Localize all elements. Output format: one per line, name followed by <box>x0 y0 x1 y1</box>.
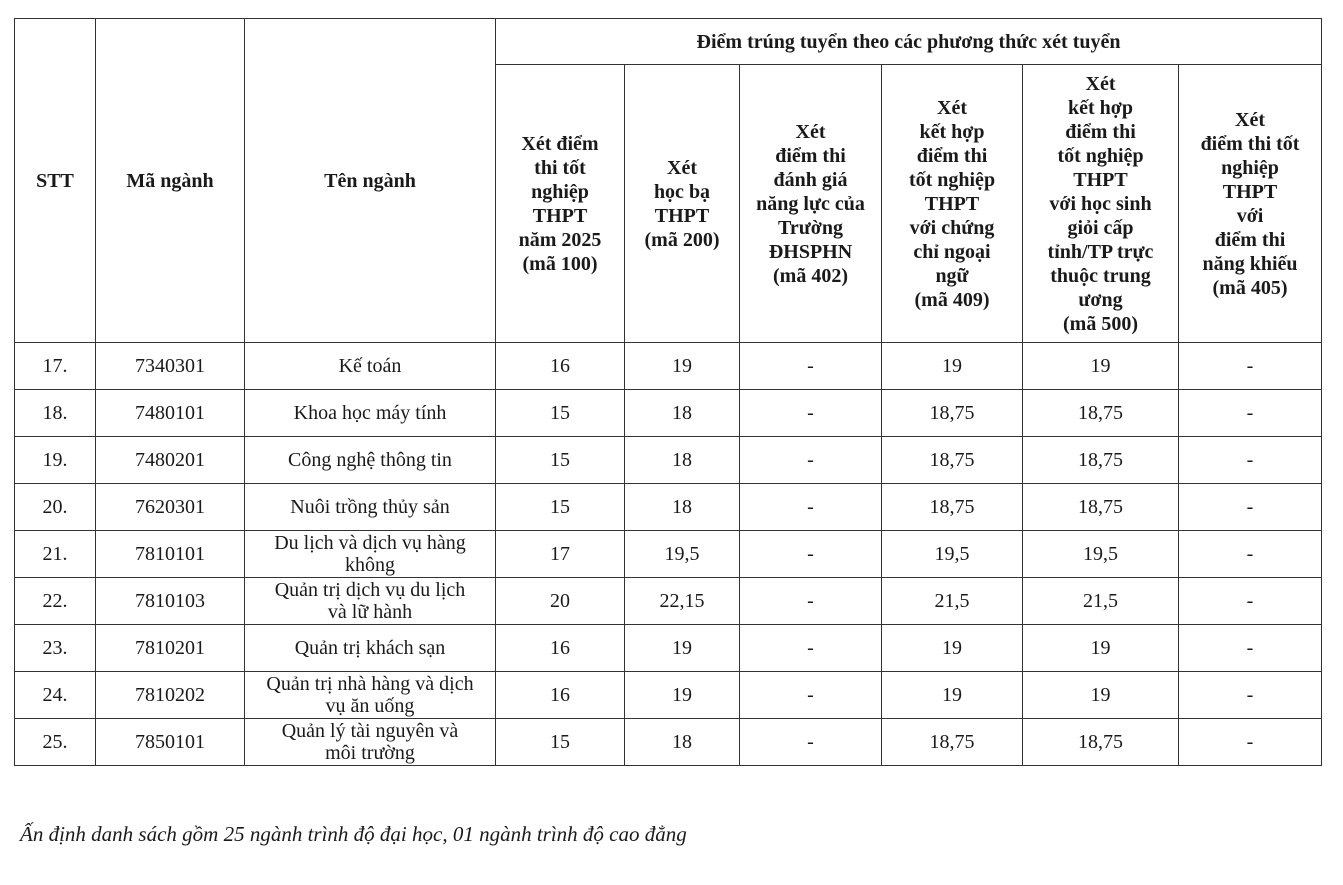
text-line: với học sinh <box>1049 192 1152 215</box>
text-line: giỏi cấp <box>1067 216 1134 239</box>
table-row <box>15 531 1322 578</box>
cell-score: 21,5 <box>882 578 1023 625</box>
cell-score: 18,75 <box>1023 484 1179 531</box>
cell-score: 16 <box>496 343 625 390</box>
cell-major-name <box>245 625 496 672</box>
cell-score: - <box>1179 531 1322 578</box>
header-method-409 <box>882 65 1023 343</box>
text-line: điểm thi tốt <box>1200 132 1300 155</box>
cell-score: - <box>740 578 882 625</box>
text-line: với chứng <box>909 216 995 239</box>
cell-score: - <box>1179 343 1322 390</box>
text-line: thuộc trung <box>1050 264 1151 287</box>
text-line: ương <box>1078 288 1123 311</box>
header-stt: STT <box>15 19 96 343</box>
table-row <box>15 625 1322 672</box>
cell-major-name <box>245 390 496 437</box>
cell-score: 15 <box>496 390 625 437</box>
cell-score: 18,75 <box>882 437 1023 484</box>
text-line: kết hợp <box>1068 96 1133 119</box>
header-method-500 <box>1023 65 1179 343</box>
text-line: Kế toán <box>338 355 402 377</box>
cell-major-code: 7480201 <box>96 437 245 484</box>
cell-score: 15 <box>496 484 625 531</box>
cell-score: 19 <box>625 343 740 390</box>
text-line: không <box>345 554 395 576</box>
cell-major-code: 7810202 <box>96 672 245 719</box>
cell-score: 21,5 <box>1023 578 1179 625</box>
text-line: điểm thi <box>916 144 988 167</box>
cell-score: 19,5 <box>882 531 1023 578</box>
cell-major-name <box>245 531 496 578</box>
cell-major-name <box>245 672 496 719</box>
text-line: kết hợp <box>919 120 985 143</box>
cell-score: - <box>740 672 882 719</box>
text-line: Quản trị khách sạn <box>294 637 446 659</box>
cell-score: 18 <box>625 484 740 531</box>
cell-major-code: 7480101 <box>96 390 245 437</box>
cell-stt: 23. <box>15 625 96 672</box>
cell-score: - <box>1179 437 1322 484</box>
text-line: ĐHSPHN <box>768 240 853 263</box>
cell-score: - <box>1179 578 1322 625</box>
cell-score: 19 <box>1023 343 1179 390</box>
cell-score: - <box>1179 672 1322 719</box>
cell-score: 22,15 <box>625 578 740 625</box>
cell-score: 18 <box>625 390 740 437</box>
cell-score: 18 <box>625 437 740 484</box>
text-line: Xét <box>667 156 697 179</box>
cell-score: 15 <box>496 437 625 484</box>
table-row <box>15 390 1322 437</box>
text-line: (mã 405) <box>1212 276 1288 299</box>
cell-score: 18,75 <box>1023 390 1179 437</box>
cell-score: - <box>740 719 882 766</box>
cell-score: - <box>1179 625 1322 672</box>
text-line: tỉnh/TP trực <box>1047 240 1154 263</box>
text-line: THPT <box>654 204 710 227</box>
text-line: (mã 100) <box>522 252 598 275</box>
cell-major-name <box>245 578 496 625</box>
text-line: (mã 200) <box>644 228 720 251</box>
text-line: Quản trị dịch vụ du lịch <box>274 579 466 601</box>
cell-score: 18,75 <box>1023 437 1179 484</box>
cell-score: - <box>1179 484 1322 531</box>
cell-score: - <box>1179 390 1322 437</box>
text-line: năng khiếu <box>1202 252 1298 275</box>
table-row <box>15 343 1322 390</box>
text-line: năm 2025 <box>518 228 602 251</box>
text-line: Du lịch và dịch vụ hàng <box>274 532 466 554</box>
cell-stt: 24. <box>15 672 96 719</box>
text-line: điểm thi <box>775 144 846 167</box>
cell-major-name <box>245 484 496 531</box>
header-method-100 <box>496 65 625 343</box>
text-line: Xét <box>1235 108 1265 131</box>
text-line: học bạ <box>653 180 711 203</box>
text-line: Trường <box>778 216 843 239</box>
cell-score: - <box>1179 719 1322 766</box>
cell-major-name <box>245 343 496 390</box>
header-method-402 <box>740 65 882 343</box>
text-line: chỉ ngoại <box>913 240 991 263</box>
text-line: đánh giá <box>773 168 848 191</box>
cell-score: 18,75 <box>882 719 1023 766</box>
admission-scores-table <box>14 18 1322 766</box>
cell-score: 19 <box>882 343 1023 390</box>
cell-major-code: 7810101 <box>96 531 245 578</box>
header-method-405 <box>1179 65 1322 343</box>
cell-score: - <box>740 484 882 531</box>
text-line: nghiệp <box>1221 156 1279 179</box>
text-line: nghiệp <box>531 180 589 203</box>
cell-major-code: 7810103 <box>96 578 245 625</box>
cell-score: 19 <box>1023 625 1179 672</box>
cell-score: 18,75 <box>882 484 1023 531</box>
cell-score: 18,75 <box>882 390 1023 437</box>
cell-score: 18 <box>625 719 740 766</box>
text-line: Công nghệ thông tin <box>288 449 452 471</box>
cell-major-name <box>245 719 496 766</box>
cell-score: 19 <box>1023 672 1179 719</box>
footnote: Ấn định danh sách gồm 25 ngành trình độ đại học, 01 ngành trình độ cao đẳng <box>20 822 687 846</box>
header-method-200 <box>625 65 740 343</box>
text-line: THPT <box>924 192 980 215</box>
cell-score: 15 <box>496 719 625 766</box>
cell-stt: 22. <box>15 578 96 625</box>
cell-score: 16 <box>496 672 625 719</box>
table-row <box>15 672 1322 719</box>
text-line: (mã 409) <box>914 288 990 311</box>
header-major-code: Mã ngành <box>96 19 245 343</box>
header-admission-methods: Điểm trúng tuyển theo các phương thức xét tuyển <box>496 19 1322 65</box>
table-row <box>15 719 1322 766</box>
cell-score: 19 <box>625 625 740 672</box>
table-row <box>15 437 1322 484</box>
text-line: năng lực của <box>756 192 865 215</box>
text-line: Xét điểm <box>521 132 599 155</box>
table-row <box>15 484 1322 531</box>
text-line: vụ ăn uống <box>325 695 415 717</box>
cell-major-code: 7850101 <box>96 719 245 766</box>
text-line: môi trường <box>325 742 415 764</box>
text-line: điểm thi <box>1214 228 1286 251</box>
cell-score: 16 <box>496 625 625 672</box>
text-line: ngữ <box>935 264 969 287</box>
cell-score: - <box>740 437 882 484</box>
text-line: THPT <box>532 204 588 227</box>
cell-score: 17 <box>496 531 625 578</box>
text-line: Quản trị nhà hàng và dịch <box>266 673 474 695</box>
cell-major-code: 7810201 <box>96 625 245 672</box>
text-line: Xét <box>1085 72 1116 95</box>
cell-major-name <box>245 437 496 484</box>
cell-major-code: 7620301 <box>96 484 245 531</box>
header-major-name: Tên ngành <box>245 19 496 343</box>
cell-score: - <box>740 343 882 390</box>
cell-score: 20 <box>496 578 625 625</box>
text-line: Quản lý tài nguyên và <box>281 720 459 742</box>
text-line: và lữ hành <box>327 601 413 623</box>
cell-score: 19,5 <box>1023 531 1179 578</box>
cell-stt: 19. <box>15 437 96 484</box>
text-line: Khoa học máy tính <box>293 402 447 424</box>
cell-score: - <box>740 390 882 437</box>
cell-score: 19 <box>882 672 1023 719</box>
cell-score: - <box>740 625 882 672</box>
text-line: Nuôi trồng thủy sản <box>290 496 450 518</box>
cell-stt: 18. <box>15 390 96 437</box>
cell-stt: 17. <box>15 343 96 390</box>
text-line: THPT <box>1222 180 1278 203</box>
text-line: THPT <box>1073 168 1128 191</box>
text-line: tốt nghiệp <box>1057 144 1144 167</box>
text-line: điểm thi <box>1065 120 1136 143</box>
text-line: Xét <box>937 96 967 119</box>
cell-score: 19 <box>882 625 1023 672</box>
cell-score: 18,75 <box>1023 719 1179 766</box>
cell-major-code: 7340301 <box>96 343 245 390</box>
cell-stt: 25. <box>15 719 96 766</box>
text-line: (mã 402) <box>773 264 848 287</box>
cell-score: 19,5 <box>625 531 740 578</box>
cell-score: - <box>740 531 882 578</box>
text-line: thi tốt <box>534 156 586 179</box>
text-line: Xét <box>795 120 826 143</box>
cell-stt: 21. <box>15 531 96 578</box>
text-line: với <box>1236 204 1264 227</box>
text-line: tốt nghiệp <box>908 168 996 191</box>
cell-score: 19 <box>625 672 740 719</box>
text-line: (mã 500) <box>1063 312 1138 335</box>
table-row <box>15 578 1322 625</box>
cell-stt: 20. <box>15 484 96 531</box>
